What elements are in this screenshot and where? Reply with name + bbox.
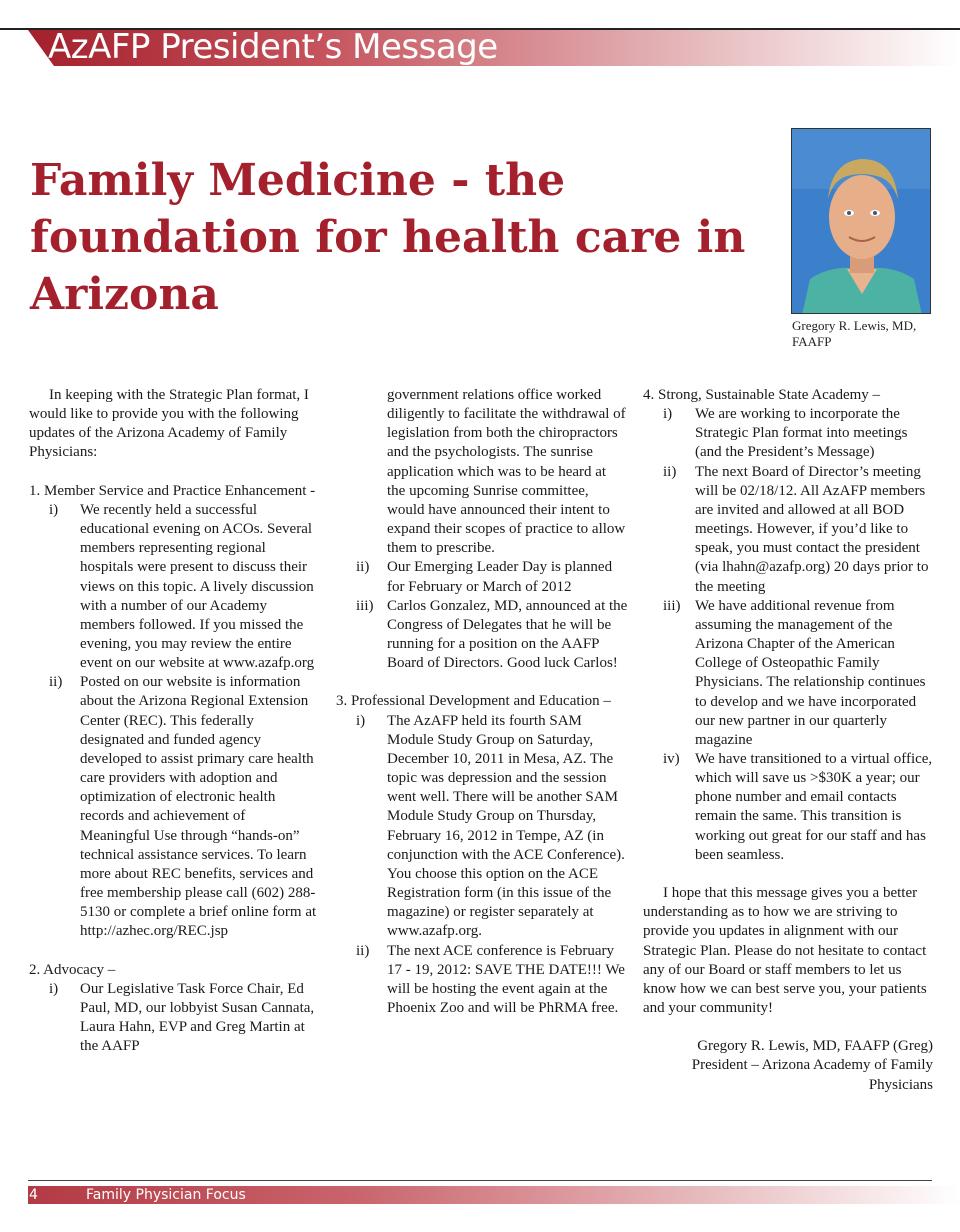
item-number: ii) — [356, 942, 370, 959]
column-2 — [336, 386, 628, 1018]
item-text: Posted on our website is information about the Arizona Regional Extension Center (REC). This federally designated and funded agency developed to assist primary care health care providers with adoption and optimization of electronic health records and achievement of Meaningful Use through “hands-on” technical assistance services. To learn more about REC benefits, services and free membership please call (602) 288-5130 or complete a brief online form at http://azhec.org/REC.jsp — [80, 674, 317, 940]
publication-name: Family Physician Focus — [86, 1187, 246, 1203]
item-text: Our Emerging Leader Day is planned for February or March of 2012 — [387, 559, 613, 595]
article-title: Family Medicine - the foundation for health care in Arizona — [30, 155, 746, 320]
item-text: The next ACE conference is February 17 - 19, 2012: SAVE THE DATE!!! We will be hosting the event again at the Phoenix Zoo and will be PhRMA free. — [387, 942, 625, 1016]
list-item — [643, 405, 933, 462]
item-text: Our Legislative Task Force Chair, Ed Paul, MD, our lobbyist Susan Cannata, Laura Hahn, EVP and Greg Martin at the AAFP — [80, 980, 315, 1055]
list-item — [336, 597, 628, 674]
section-heading: 1. Member Service and Practice Enhancement - — [29, 482, 316, 499]
bottom-rule — [28, 1180, 932, 1181]
list-item — [29, 501, 319, 673]
signature-name: Gregory R. Lewis, MD, FAAFP (Greg) — [697, 1038, 933, 1055]
photo-caption: Gregory R. Lewis, MD, FAAFP — [792, 318, 917, 349]
column-1 — [29, 386, 319, 1056]
signature-title: President – Arizona Academy of Family Physicians — [691, 1057, 933, 1093]
item-text: government relations office worked diligently to facilitate the withdrawal of legislation from both the chiropractors and the psychologists. The sunrise application which was to be heard at the upcoming Sunrise committee, would have announced their intent to expand their scopes of practice to allow them to prescribe. — [387, 387, 626, 557]
author-photo — [791, 128, 931, 314]
list-item — [336, 712, 628, 942]
closing-paragraph: I hope that this message gives you a better understanding as to how we are striving to provide you updates in alignment with our Strategic Plan. Please do not hesitate to contact any of our Board or staff members to let us know how we can best serve you, your patients and your community! — [643, 885, 927, 1016]
list-item — [336, 942, 628, 1019]
list-item-continued — [336, 386, 628, 558]
section-heading: 3. Professional Development and Education – — [336, 693, 611, 710]
list-item — [29, 980, 319, 1057]
item-number: iii) — [663, 597, 681, 614]
item-number: ii) — [356, 559, 370, 576]
section-heading: 4. Strong, Sustainable State Academy – — [643, 387, 881, 403]
item-text: The AzAFP held its fourth SAM Module Study Group on Saturday, December 10, 2011 in Mesa, AZ. The topic was depression and the session went well. There will be another SAM Module Study Group on Thursday, February 16, 2012 in Tempe, AZ (in conjunction with the ACE Conference). You choose this option on the ACE Registration form (in this issue of the magazine) or register separately at www.azafp.org. — [387, 712, 625, 940]
column-3 — [643, 386, 933, 1095]
list-item — [643, 750, 933, 865]
section-heading: 2. Advocacy – — [29, 961, 116, 978]
page-number: 4 — [29, 1187, 38, 1203]
item-text: We have transitioned to a virtual office, which will save us >$30K a year; our phone number and email contacts remain the same. This transition is working out great for our staff and has been seamless. — [695, 750, 933, 863]
item-text: The next Board of Director’s meeting will be 02/18/12. All AzAFP members are invited and allowed at all BOD meetings. However, if you’d like to speak, you must contact the president (via lhahn@azafp.org) 20 days prior to the meeting — [695, 463, 929, 595]
item-text: We are working to incorporate the Strategic Plan format into meetings (and the President’s Message) — [695, 406, 908, 461]
item-number: i) — [663, 406, 673, 423]
list-item — [336, 558, 628, 596]
list-item — [643, 597, 933, 750]
item-text: Carlos Gonzalez, MD, announced at the Congress of Delegates that he will be running for a position on the AAFP Board of Directors. Good luck Carlos! — [387, 597, 628, 672]
intro-paragraph: In keeping with the Strategic Plan format, I would like to provide you with the following updates of the Arizona Academy of Family Physicians: — [29, 387, 309, 461]
item-number: iii) — [356, 597, 374, 614]
item-number: i) — [49, 501, 59, 518]
item-number: ii) — [49, 674, 63, 691]
section-title: AzAFP President’s Message — [48, 27, 498, 67]
list-item — [643, 463, 933, 597]
item-text: We recently held a successful educational evening on ACOs. Several members representing regional hospitals were present to discuss their views on this topic. A lively discussion with a number of our Academy members followed. If you missed the evening, you may review the entire event on our website at www.azafp.org — [80, 501, 315, 672]
item-number: i) — [356, 712, 366, 729]
item-text: We have additional revenue from assuming the management of the Arizona Chapter of the American College of Osteopathic Family Physicians. The relationship continues to develop and we have incorporated our new partner in our quarterly magazine — [695, 597, 926, 748]
item-number: i) — [49, 980, 59, 997]
list-item — [29, 673, 319, 941]
item-number: ii) — [663, 463, 677, 480]
item-number: iv) — [663, 750, 680, 767]
